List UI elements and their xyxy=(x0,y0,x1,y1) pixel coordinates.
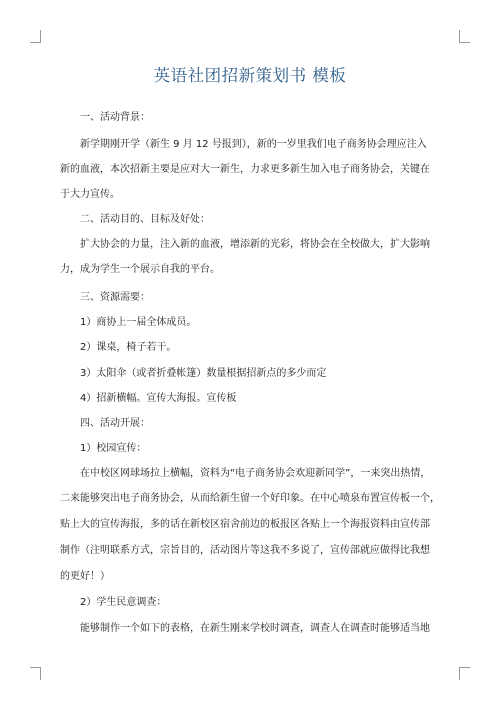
paragraph-line: 贴上大的宣传海报，多的话在新校区宿舍前边的板报区各贴上一个海报资料由宣传部 xyxy=(60,519,430,530)
paragraph-line: 于大力宣传。 xyxy=(60,189,120,200)
paragraph-line: 新学期刚开学（新生 9 月 12 号报到），新的一岁里我们电子商务协会理应注入 xyxy=(80,139,427,150)
section-heading-resources: 三、资源需要： xyxy=(80,292,150,303)
crop-mark-top-left xyxy=(30,30,41,43)
paragraph-line: 能够制作一个如下的表格，在新生刚来学校时调查，调查人在调查时能够适当地 xyxy=(80,623,430,634)
subsection-heading: 1）校园宣传： xyxy=(80,443,147,454)
list-item: 4）招新横幅。宣传大海报。宣传板 xyxy=(80,393,237,404)
section-heading-purpose: 二、活动目的、目标及好处： xyxy=(80,214,210,225)
document-title: 英语社团招新策划书 模板 xyxy=(153,66,347,85)
subsection-heading: 2）学生民意调查： xyxy=(80,597,167,608)
section-heading-activities: 四、活动开展： xyxy=(80,418,150,429)
crop-mark-top-right xyxy=(459,30,470,43)
paragraph-line: 的更好！） xyxy=(60,571,110,582)
list-item: 3）太阳伞（或者折叠帐篷）数量根据招新点的多少而定 xyxy=(80,368,327,379)
paragraph-line: 在中校区网球场拉上横幅，资料为“电子商务协会欢迎新同学”，一来突出热情， xyxy=(80,468,431,479)
paragraph-line: 扩大协会的力量，注入新的血液，增添新的光彩，将协会在全校做大，扩大影响 xyxy=(80,239,430,250)
section-heading-background: 一、活动背景： xyxy=(80,112,150,123)
list-item: 1）商协上一届全体成员。 xyxy=(80,317,197,328)
crop-mark-bottom-right xyxy=(459,667,470,680)
list-item: 2）课桌，椅子若干。 xyxy=(80,342,177,353)
paragraph-line: 制作（注明联系方式，宗旨目的，活动图片等这我不多说了，宣传部就应做得比我想 xyxy=(60,545,430,556)
paragraph-line: 新的血液，本次招新主要是应对大一新生，力求更多新生加入电子商务协会，关键在 xyxy=(60,164,430,175)
paragraph-line: 力，成为学生一个展示自我的平台。 xyxy=(60,264,220,275)
paragraph-line: 二来能够突出电子商务协会，从而给新生留一个好印象。在中心喷泉布置宣传板一个， xyxy=(60,493,440,504)
crop-mark-bottom-left xyxy=(30,667,41,680)
